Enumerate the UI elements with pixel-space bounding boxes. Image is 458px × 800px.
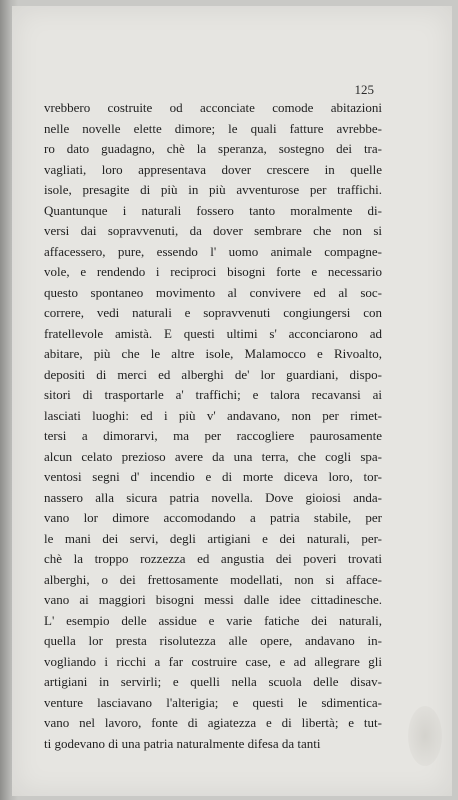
- text-line: alberghi, o dei frettosamente modellati, non si afface-: [44, 571, 382, 587]
- text-line: depositi di merci ed alberghi de' lor guardiani, dispo-: [44, 366, 382, 382]
- text-line: versi dai sopravvenuti, da dover sembrare che non si: [44, 223, 382, 238]
- text-line: tersi a dimorarvi, ma per raccogliere paurosamente: [44, 428, 382, 443]
- text-line: ro dato guadagno, chè la speranza, sostegno dei tra-: [44, 141, 382, 156]
- body-text: [44, 98, 382, 754]
- text-line: le mani dei servi, degli artigiani e dei naturali, per-: [44, 530, 382, 546]
- text-line: questo spontaneo movimento al convivere ed al soc-: [44, 284, 382, 300]
- text-line: correre, vedi naturali e sopravvenuti congiungersi con: [44, 305, 382, 320]
- text-line: ventosi segni d' incendio e di morte diceva loro, tor-: [44, 469, 382, 484]
- text-line: vagliati, loro appresentava dover crescere in quelle: [44, 161, 382, 177]
- text-line: ti godevano di una patria naturalmente difesa da tanti: [44, 735, 321, 751]
- text-line: isole, presagite di più in più avventurose per traffichi.: [44, 182, 382, 197]
- text-line: nelle novelle elette dimore; le quali fatture avrebbe-: [44, 120, 382, 136]
- text-line: vano ai maggiori bisogni messi dalle idee cittadinesche.: [44, 592, 382, 607]
- text-line: venture lasciavano l'alterigia; e questi le sdimentica-: [44, 694, 382, 710]
- text-line: vano lor dimore accomodando a patria stabile, per: [44, 510, 382, 525]
- text-line: L' esempio delle assidue e varie fatiche dei naturali,: [44, 612, 382, 628]
- text-line: vole, e rendendo i reciproci bisogni forte e necessario: [44, 264, 382, 279]
- text-line: vogliando i ricchi a far costruire case, e ad allegrare gli: [44, 653, 382, 669]
- text-line: artigiani in servirli; e quelli nella scuola delle disav-: [44, 674, 382, 689]
- text-line: chè la troppo rozzezza ed angustia dei poveri trovati: [44, 551, 382, 566]
- text-line: affacessero, pure, essendo l' uomo animale compagne-: [44, 243, 382, 259]
- page-number: 125: [354, 82, 374, 97]
- text-line: abitare, più che le altre isole, Malamocco e Rivoalto,: [44, 346, 382, 361]
- text-line: vano nel lavoro, fonte di agiatezza e di libertà; e tut-: [44, 715, 382, 730]
- text-line: fratellevole amistà. E questi ultimi s' acconciarono ad: [44, 325, 382, 341]
- text-line: quella lor presta risolutezza alle opere, andavano in-: [44, 633, 382, 648]
- text-line: alcun celato prezioso avere da una terra, che cogli spa-: [44, 448, 382, 464]
- text-line: vrebbero costruite od acconciate comode abitazioni: [44, 100, 382, 115]
- text-line: sitori di trasportarle a' traffichi; e talora recavansi ai: [44, 387, 382, 402]
- text-line: Quantunque i naturali fossero tanto moralmente di-: [44, 202, 382, 218]
- paper-stain: [408, 706, 442, 766]
- text-line: lasciati luoghi: ed i più v' andavano, non per rimet-: [44, 407, 382, 423]
- text-line: nassero alla sicura patria novella. Dove gioiosi anda-: [44, 489, 382, 505]
